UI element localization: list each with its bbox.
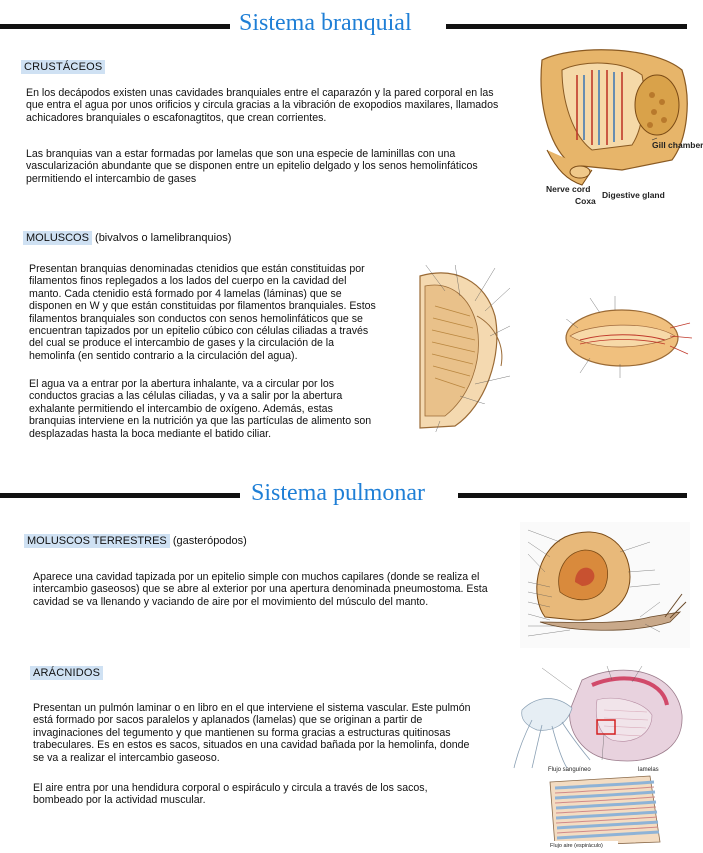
title-rule-right — [446, 24, 687, 29]
figure-label-nerve-cord: Nerve cord — [546, 184, 591, 194]
subheading-moluscos-terrestres — [24, 535, 247, 547]
snail-anatomy-figure — [520, 522, 690, 648]
subheading-moluscos-tag: MOLUSCOS — [23, 231, 92, 245]
paragraph-crustaceos-2: Las branquias van a estar formadas por lamelas que son una especie de laminillas con una vascularización abundante que se disponen entre un epitelio delgado y los senos hemolinfáticos permitiendo el intercambio de gases — [26, 148, 478, 185]
title-rule-left-2 — [0, 493, 240, 498]
paragraph-moluscos-1: Presentan branquias denominadas ctenidios que están constituidas por filamentos finos replegados a los lados del cuerpo en la cavidad del manto. Cada ctenidio está formado por 4 lamelas (láminas) que se disponen en W y que están constituidas por filamentos branquiales. Estos filamentos branquiales son conductos con senos hemolinfáticos que se encuentran tapizados por un epitelio cúbico con células ciliadas a través del cual se produce el intercambio de gases y la circulación de la hemolinfa (en sentido contrario a la circulación del agua). — [29, 263, 376, 362]
bivalve-section-figure — [560, 288, 698, 388]
figure-label-digestive-gland: Digestive gland — [602, 190, 665, 200]
figure-label-gill-chamber: Gill chamber — [652, 140, 703, 150]
subheading-moluscos-terrestres-tag: MOLUSCOS TERRESTRES — [24, 534, 170, 548]
crustacean-gill-figure — [532, 40, 703, 206]
subheading-aracnidos: ARÁCNIDOS — [30, 666, 103, 680]
section-title-pulmonar: Sistema pulmonar — [251, 480, 425, 506]
paragraph-moluscos-terrestres-1: Aparece una cavidad tapizada por un epitelio simple con muchos capilares (donde se realiza el intercambio gaseosos) que se abre al exterior por una apertura denominada pneumostoma. Esta cavidad se va llenando y vaciando de aire por el movimiento del músculo del manto. — [33, 571, 488, 608]
title-rule-left — [0, 24, 230, 29]
subheading-crustaceos: CRUSTÁCEOS — [21, 60, 105, 74]
paragraph-crustaceos-1: En los decápodos existen unas cavidades branquiales entre el caparazón y la pared corporal en las que entra el agua por unos orificios y circula gracias a la vibración de exopodios maxilares, llamados achicadores branquiales o escafonagtitos, que crean corrientes. — [26, 87, 499, 124]
bivalve-gill-figure — [415, 256, 565, 442]
subheading-moluscos-terrestres-suffix: (gasterópodos) — [169, 535, 247, 547]
paragraph-moluscos-2: El agua va a entrar por la abertura inhalante, va a circular por los conductos gracias a las células ciliadas, y va a salir por la abertura exhalante permitiendo el intercambio de oxígeno. Además, estas branquias interviene en la nutrición ya que las partículas de alimento son desplazadas hasta la boca mediante el batido ciliar. — [29, 378, 372, 440]
paragraph-aracnidos-2: El aire entra por una hendidura corporal o espiráculo y circula a través de los sacos, bombeado por la actividad muscular. — [33, 782, 428, 807]
figure-label-coxa: Coxa — [575, 196, 596, 206]
subheading-moluscos-suffix: (bivalvos o lamelibranquios) — [91, 232, 232, 244]
paragraph-aracnidos-1: Presentan un pulmón laminar o en libro en el que interviene el sistema vascular. Este pulmón está formado por sacos paralelos y aplanados (lamelas) que se originan a partir de invaginaciones del tegumento y que mantienen su forma gracias a estructuras quitinosas trabeculares. Es en estos es sacos, situados en una cavidad bañada por la hemolinfa, donde se va a realizar el intercambio gaseoso. — [33, 702, 471, 764]
subheading-moluscos — [23, 232, 231, 244]
title-rule-right-2 — [458, 493, 687, 498]
section-title-branquial: Sistema branquial — [239, 10, 412, 36]
figure-label-flujo-aire: Flujo aire (espiráculo) — [550, 843, 603, 849]
book-lung-figure — [540, 762, 665, 848]
arachnid-anatomy-figure — [512, 660, 690, 770]
figure-label-flujo-sanguineo: Flujo sanguíneo — [548, 767, 591, 773]
figure-label-lamelas: lamelas — [638, 767, 659, 773]
